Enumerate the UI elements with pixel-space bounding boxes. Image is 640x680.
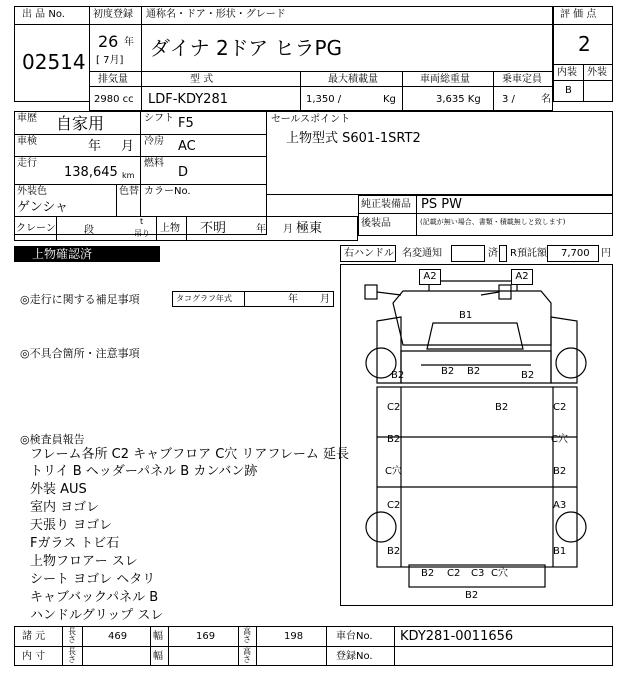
crane-ton: t <box>140 217 144 226</box>
mileage-unit: km <box>122 171 135 180</box>
damage-c-hole-left-3: C穴 <box>385 466 402 477</box>
model-name: ダイナ 2ドア ヒラPG <box>150 36 342 60</box>
damage-b2-left-5: B2 <box>387 546 401 557</box>
damage-b1-right-5: B1 <box>553 546 567 557</box>
in-height-label: 高さ <box>243 647 251 664</box>
damage-b2-right-3: B2 <box>553 466 567 477</box>
sales-point-label: セールスポイント <box>271 114 351 125</box>
interior-label: 内装 <box>557 67 577 78</box>
damage-b2-cab-mid2: B2 <box>467 366 481 377</box>
inspection-label: 車検 <box>17 136 37 147</box>
report-line: キャブバックパネル B <box>30 590 159 605</box>
fuel-value: D <box>178 165 189 180</box>
report-line: 室内 ヨゴレ <box>30 500 100 515</box>
ac-label: 冷房 <box>144 136 164 147</box>
body-maker: 極東 <box>296 221 323 236</box>
reg-month: [ 7月] <box>96 55 124 66</box>
shift-value: F5 <box>178 116 194 131</box>
mileage-label: 走行 <box>17 158 37 169</box>
plate-status: 済 <box>488 248 498 259</box>
crane-label: クレーン <box>16 223 56 234</box>
damage-c2-left-4: C2 <box>387 500 401 511</box>
report-line: 上物フロアー スレ <box>30 554 138 569</box>
interior-dims-label: 内 寸 <box>22 651 46 662</box>
gvw-value: 3,635 Kg <box>436 94 481 105</box>
history-value: 自家用 <box>56 114 105 133</box>
report-line: 天張り ヨゴレ <box>30 518 113 533</box>
height-value: 198 <box>284 631 304 642</box>
report-line: シート ヨゴレ ヘタリ <box>30 572 156 587</box>
color-code-label: カラーNo. <box>144 186 191 197</box>
color-change-label: 色替 <box>119 186 139 197</box>
inspector-title: ◎検査員報告 <box>20 433 85 446</box>
steering-value: 右ハンドル <box>344 248 394 259</box>
defects-title: ◎不具合箇所・注意事項 <box>20 347 140 360</box>
interior-grade: B <box>565 85 572 96</box>
history-label: 車歴 <box>17 113 37 124</box>
damage-b2-cab-right: B2 <box>521 370 535 381</box>
reg-number-label: 登録No. <box>336 651 373 662</box>
name-change-box <box>451 245 485 262</box>
inspection-month: 月 <box>121 139 135 154</box>
reg-year: 26 <box>98 32 119 51</box>
displacement-label: 排気量 <box>98 74 128 85</box>
dimensions-label: 諸 元 <box>22 631 46 642</box>
report-line: フレーム各所 C2 キャブフロア C穴 リアフレーム 延長 <box>30 447 350 462</box>
score-value: 2 <box>578 32 591 56</box>
equipment-label: 純正装備品 <box>361 199 411 210</box>
exterior-label: 外装 <box>587 67 607 78</box>
gvw-label: 車両総重量 <box>420 74 470 85</box>
truck-outline-icon <box>341 265 612 605</box>
crane-stage: 段 <box>84 225 94 236</box>
damage-b1-top: B1 <box>459 310 473 321</box>
name-change-label: 名変通知 <box>402 248 442 259</box>
driving-notes-title: ◎走行に関する補足事項 <box>20 293 140 306</box>
damage-b2-rear: B2 <box>465 590 479 601</box>
width-label: 幅 <box>153 631 163 642</box>
chassis-label: 車台No. <box>336 631 373 642</box>
damage-diagram <box>340 264 613 606</box>
tacho-year: 年 <box>288 294 298 305</box>
capacity-value: 3 / <box>502 94 515 105</box>
aftermarket-note: (記載が無い場合、書類・積載無しと致します) <box>420 218 566 226</box>
exterior-color-label: 外装色 <box>17 186 47 197</box>
report-line: Fガラス トビ石 <box>30 536 120 551</box>
damage-c-hole-right-2: C穴 <box>551 434 568 445</box>
damage-b2-center: B2 <box>495 402 509 413</box>
score-label: 評 価 点 <box>560 9 597 20</box>
aftermarket-label: 後装品 <box>361 218 391 229</box>
report-line: トリイ B ヘッダーパネル B カンバン跡 <box>30 464 258 479</box>
ac-value: AC <box>178 139 196 154</box>
damage-a3-right-4: A3 <box>553 500 567 511</box>
equipment-value: PS PW <box>421 197 462 212</box>
tacho-month: 月 <box>320 294 330 305</box>
load-unit: Kg <box>383 94 396 105</box>
body-label: 上物 <box>160 223 180 234</box>
in-length-label: 長さ <box>68 647 76 664</box>
confirmed-banner: 上物確認済 <box>14 246 160 262</box>
lot-label: 出 品 No. <box>22 9 65 20</box>
exterior-color-value: ゲンシャ <box>17 200 69 215</box>
model-label: 通称名・ドア・形状・グレード <box>146 9 286 20</box>
load-value: 1,350 / <box>306 94 342 105</box>
tacho-label: タコグラフ年式 <box>176 294 232 303</box>
report-line: ハンドルグリップ スレ <box>30 608 164 623</box>
lot-number: 02514 <box>22 50 86 74</box>
length-label: 長さ <box>68 627 76 644</box>
damage-b2-cab-mid: B2 <box>441 366 455 377</box>
sales-point-text: 上物型式 S601-1SRT2 <box>286 131 421 146</box>
in-width-label: 幅 <box>153 651 163 662</box>
capacity-label: 乗車定員 <box>502 74 542 85</box>
plate-box <box>499 245 507 262</box>
damage-a2-right: A2 <box>511 269 533 285</box>
length-value: 469 <box>108 631 128 642</box>
recycle-fee-value: 7,700 <box>561 248 590 259</box>
damage-b2-cab-left: B2 <box>391 370 405 381</box>
recycle-fee-label: R預託額 <box>510 248 547 259</box>
damage-c2-left-1: C2 <box>387 402 401 413</box>
height-label: 高さ <box>243 627 251 644</box>
body-month: 月 <box>283 224 293 235</box>
mileage-value: 138,645 <box>64 165 118 180</box>
reg-year-unit: 年 <box>124 37 134 48</box>
displacement-value: 2980 cc <box>94 94 134 105</box>
damage-c3-bottom: C3 <box>471 568 485 579</box>
capacity-unit: 名 <box>541 94 551 105</box>
inspection-year: 年 <box>88 139 102 154</box>
damage-b2-bottom-1: B2 <box>421 568 435 579</box>
damage-c2-bottom-2: C2 <box>447 568 461 579</box>
width-value: 169 <box>196 631 216 642</box>
damage-c-hole-bottom: C穴 <box>491 568 508 579</box>
chassis-value: KDY281-0011656 <box>400 629 514 644</box>
model-code-label: 型 式 <box>190 74 214 85</box>
shift-label: シフト <box>144 113 174 124</box>
body-year: 年 <box>256 224 266 235</box>
body-value: 不明 <box>200 221 227 236</box>
recycle-fee-unit: 円 <box>601 248 611 259</box>
damage-c2-right-1: C2 <box>553 402 567 413</box>
first-reg-label: 初度登録 <box>93 9 133 20</box>
crane-hoist: 吊り <box>134 229 150 238</box>
load-label: 最大積載量 <box>328 74 378 85</box>
damage-b2-left-2: B2 <box>387 434 401 445</box>
damage-a2-left: A2 <box>419 269 441 285</box>
report-line: 外装 AUS <box>30 482 87 497</box>
model-code-value: LDF-KDY281 <box>148 92 228 107</box>
fuel-label: 燃料 <box>144 158 164 169</box>
